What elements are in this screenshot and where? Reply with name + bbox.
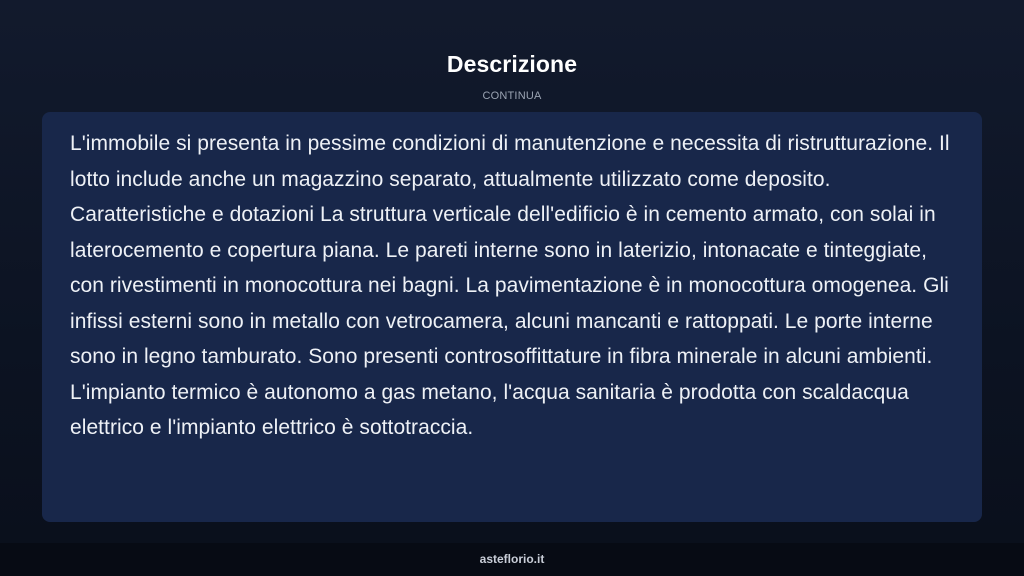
- description-card: [42, 112, 982, 522]
- page-title: Descrizione: [446, 51, 578, 77]
- footer-bar: [0, 543, 1024, 576]
- description-text: L'immobile si presenta in pessime condizioni di manutenzione e necessita di ristrutturazione. Il lotto include anche un magazzino separato, attualmente utilizzato come deposito. Caratteristiche e dotazioni La struttura verticale dell'edificio è in cemento armato, con solai in laterocemento e copertura piana. Le pareti interne sono in laterizio, intonacate e tinteggiate, con rivestimenti in monocottura nei bagni. La pavimentazione è in monocottura omogenea. Gli infissi esterni sono in metallo con vetrocamera, alcuni mancanti e rattoppati. Le porte interne sono in legno tamburato. Sono presenti controsoffittature in fibra minerale in alcuni ambienti. L'impianto termico è autonomo a gas metano, l'acqua sanitaria è prodotta con scaldacqua elettrico e l'impianto elettrico è sottotraccia.: [70, 132, 950, 439]
- site-name: asteflorio.it: [479, 552, 545, 566]
- continued-label: CONTINUA: [482, 90, 542, 102]
